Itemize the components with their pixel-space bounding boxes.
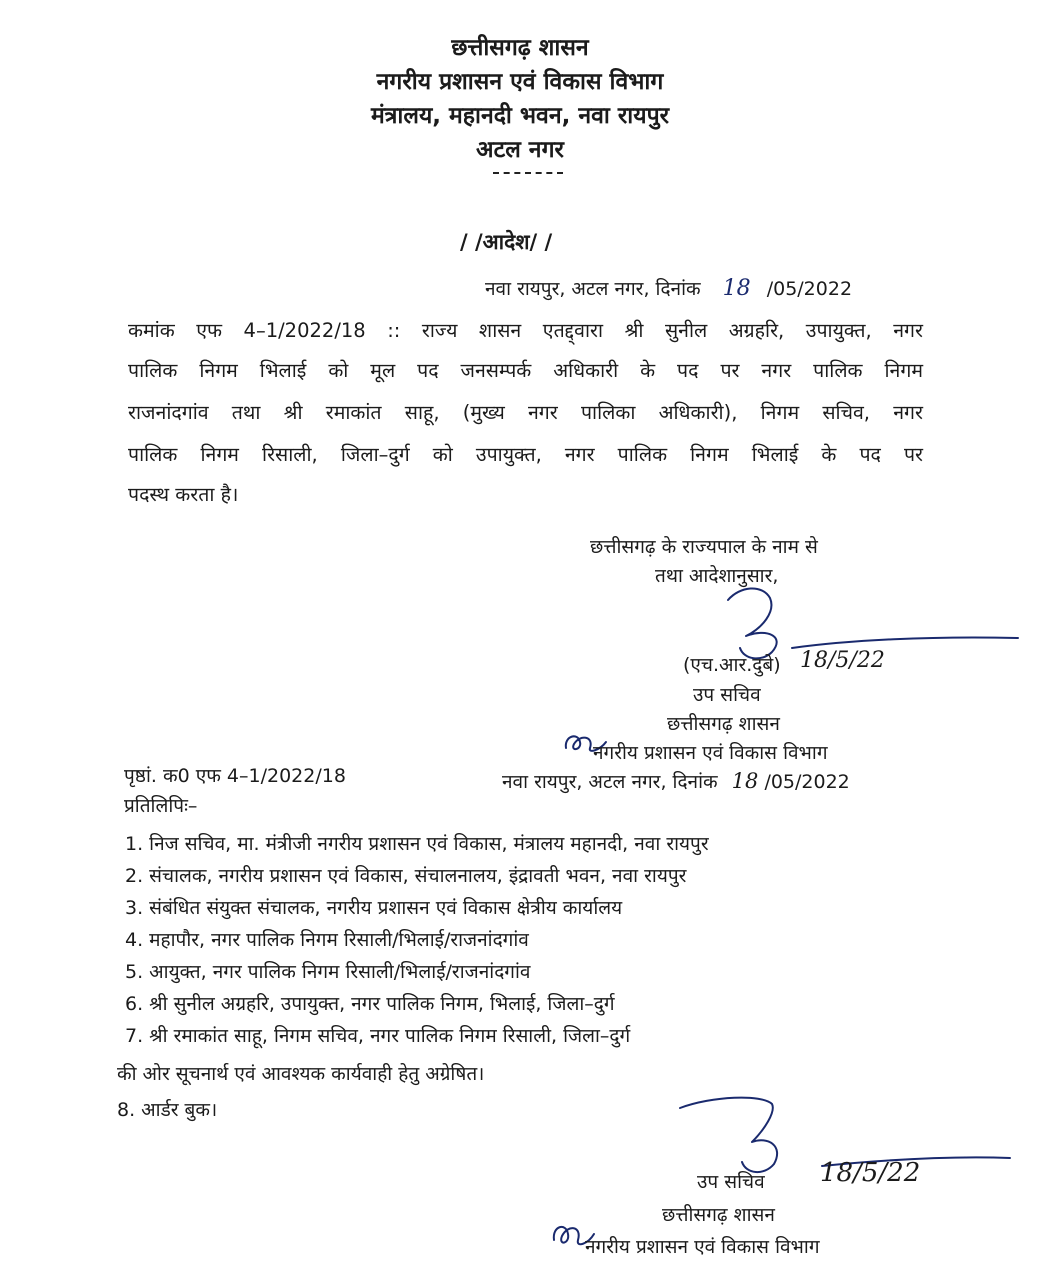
- copy-closing: की ओर सूचनार्थ एवं आवश्यक कार्यवाही हेतु अग्रेषित।: [117, 1063, 485, 1085]
- header-line-1: छत्तीसगढ़ शासन: [451, 35, 589, 61]
- order-body-line: पालिक निगम रिसाली, जिला–दुर्ग को उपायुक्त, नगर पालिक निगम भिलाई के पद पर: [128, 443, 923, 466]
- copy-list-item: 3. संबंधित संयुक्त संचालक, नगरीय प्रशासन एवं विकास क्षेत्रीय कार्यालय: [125, 897, 623, 919]
- authority-line-2: तथा आदेशानुसार,: [655, 565, 779, 587]
- authority-line-1: छत्तीसगढ़ के राज्यपाल के नाम से: [590, 536, 818, 558]
- endorsement-office-2: नगरीय प्रशासन एवं विकास विभाग: [585, 1236, 820, 1258]
- copy-list-item: 2. संचालक, नगरीय प्रशासन एवं विकास, संचालनालय, इंद्रावती भवन, नवा रायपुर: [125, 865, 687, 887]
- order-body-line: कमांक एफ 4–1/2022/18 :: राज्य शासन एतद्द्वारा श्री सुनील अग्रहरि, उपायुक्त, नगर: [128, 319, 923, 342]
- copy-list-item: 7. श्री रमाकांत साहू, निगम सचिव, नगर पालिक निगम रिसाली, जिला–दुर्ग: [125, 1025, 631, 1047]
- copy-list-item: 1. निज सचिव, मा. मंत्रीजी नगरीय प्रशासन एवं विकास, मंत्रालय महानदी, नवा रायपुर: [125, 833, 709, 855]
- copy-label: प्रतिलिपिः–: [124, 795, 198, 817]
- signatory-designation: उप सचिव: [693, 684, 761, 706]
- signatory-date-line: [502, 768, 850, 794]
- header-line-3: मंत्रालय, महानदी भवन, नवा रायपुर: [370, 103, 670, 129]
- order-date-prefix: नवा रायपुर, अटल नगर, दिनांक: [485, 278, 701, 300]
- order-date-line: [485, 275, 852, 301]
- copy-list-item: 5. आयुक्त, नगर पालिक निगम रिसाली/भिलाई/राजनांदगांव: [125, 961, 531, 983]
- signatory-date-rest: /05/2022: [764, 771, 850, 793]
- signatory-sign-date: 18/5/22: [800, 648, 885, 673]
- copy-list-item: 4. महापौर, नगर पालिक निगम रिसाली/भिलाई/राजनांदगांव: [125, 929, 529, 951]
- signatory-name: (एच.आर.दुबे): [683, 654, 781, 676]
- signatory-date-prefix: नवा रायपुर, अटल नगर, दिनांक: [502, 771, 718, 793]
- signatory-office-1: छत्तीसगढ़ शासन: [667, 713, 780, 735]
- signatory-date-day: 18: [731, 769, 759, 793]
- signatory-office-2: नगरीय प्रशासन एवं विकास विभाग: [593, 742, 828, 764]
- header-line-2: नगरीय प्रशासन एवं विकास विभाग: [376, 69, 664, 95]
- copy-list-item: 6. श्री सुनील अग्रहरि, उपायुक्त, नगर पालिक निगम, भिलाई, जिला–दुर्ग: [125, 993, 615, 1015]
- order-title: / /आदेश/ /: [460, 230, 553, 254]
- copy-list-item: 8. आर्डर बुक।: [117, 1099, 218, 1121]
- order-body-line: पालिक निगम भिलाई को मूल पद जनसम्पर्क अधिकारी के पद पर नगर पालिक निगम: [128, 359, 923, 382]
- endorsement-office-1: छत्तीसगढ़ शासन: [662, 1204, 775, 1226]
- header-divider: [493, 172, 563, 174]
- order-date-day: 18: [722, 276, 751, 301]
- order-date-rest: /05/2022: [766, 278, 853, 300]
- order-body-line: पदस्थ करता है।: [128, 483, 239, 506]
- endorsement-sign-date: 18/5/22: [820, 1158, 921, 1188]
- order-body-line: राजनांदगांव तथा श्री रमाकांत साहू, (मुख्य नगर पालिका अधिकारी), निगम सचिव, नगर: [128, 401, 923, 424]
- header-line-4: अटल नगर: [476, 137, 564, 163]
- endorsement-designation: उप सचिव: [697, 1171, 765, 1193]
- endorsement-ref: पृष्ठां. क0 एफ 4–1/2022/18: [124, 765, 346, 787]
